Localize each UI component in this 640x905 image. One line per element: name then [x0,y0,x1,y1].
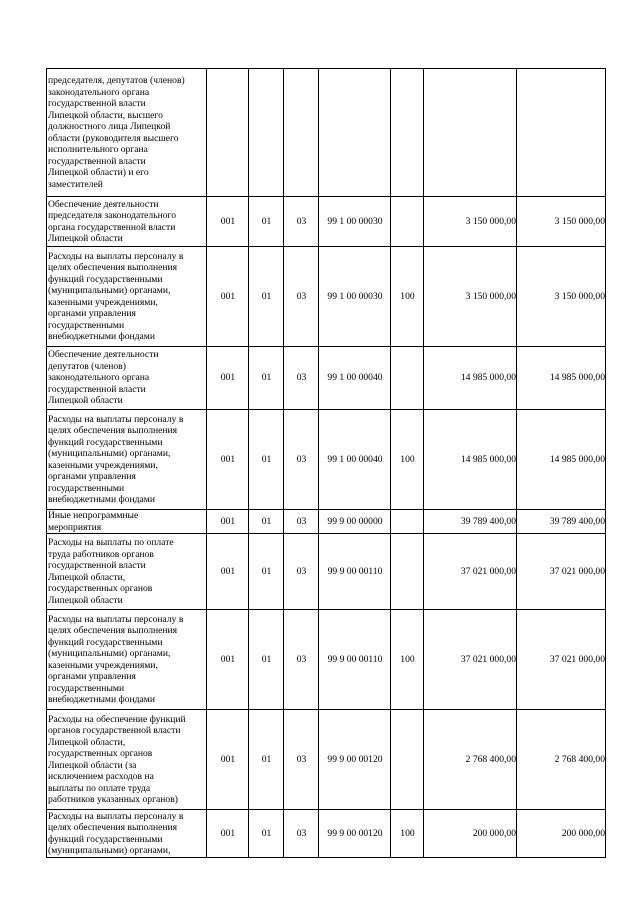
expense-type: 100 [391,610,424,710]
section-code: 01 [249,510,284,534]
subsection-code: 03 [284,810,319,858]
row-name: Расходы на выплаты по оплате труда работников органов государственной власти Липецкой области, государственных органов Липецкой области [47,534,207,610]
section-code: 01 [249,247,284,347]
table-row [47,247,606,347]
subsection-code [284,69,319,197]
expense-type [391,197,424,247]
ministry-code [207,69,249,197]
subsection-code: 03 [284,610,319,710]
expense-type: 100 [391,410,424,510]
expense-type: 100 [391,810,424,858]
section-code: 01 [249,810,284,858]
row-name: Расходы на выплаты персоналу в целях обеспечения выполнения функций государственными (муниципальными) органами, казенными учреждениями, органами управления государственными внебюджетными фондами [47,247,207,347]
row-name: Расходы на выплаты персоналу в целях обеспечения выполнения функций государственными (муниципальными) органами, [47,810,207,858]
table-body [47,69,606,858]
expense-type [391,710,424,810]
target-article [319,69,391,197]
amount-first-year [424,69,517,197]
ministry-code: 001 [207,710,249,810]
expense-type [391,69,424,197]
amount-first-year: 39 789 400,00 [424,510,517,534]
target-article: 99 9 00 00110 [319,534,391,610]
amount-second-year: 200 000,00 [517,810,606,858]
expense-type [391,534,424,610]
table-row [47,534,606,610]
subsection-code: 03 [284,534,319,610]
row-name: Расходы на обеспечение функций органов государственной власти Липецкой области, государственных органов Липецкой области (за исключением расходов на выплаты по оплате труда работников указанных органов) [47,710,207,810]
amount-first-year: 200 000,00 [424,810,517,858]
ministry-code: 001 [207,247,249,347]
target-article: 99 9 00 00000 [319,510,391,534]
target-article: 99 9 00 00120 [319,710,391,810]
section-code [249,69,284,197]
subsection-code: 03 [284,710,319,810]
subsection-code: 03 [284,410,319,510]
ministry-code: 001 [207,534,249,610]
target-article: 99 9 00 00110 [319,610,391,710]
row-name: Обеспечение деятельности председателя законодательного органа государственной власти Липецкой области [47,197,207,247]
section-code: 01 [249,710,284,810]
target-article: 99 1 00 00040 [319,347,391,410]
table-row [47,347,606,410]
amount-second-year: 37 021 000,00 [517,610,606,710]
ministry-code: 001 [207,510,249,534]
ministry-code: 001 [207,197,249,247]
table-row [47,610,606,710]
amount-second-year: 37 021 000,00 [517,534,606,610]
amount-first-year: 14 985 000,00 [424,410,517,510]
expense-type [391,510,424,534]
expense-type [391,347,424,410]
amount-first-year: 2 768 400,00 [424,710,517,810]
amount-second-year: 3 150 000,00 [517,247,606,347]
target-article: 99 1 00 00040 [319,410,391,510]
section-code: 01 [249,534,284,610]
ministry-code: 001 [207,610,249,710]
target-article: 99 1 00 00030 [319,197,391,247]
table-row [47,410,606,510]
target-article: 99 9 00 00120 [319,810,391,858]
subsection-code: 03 [284,247,319,347]
section-code: 01 [249,610,284,710]
amount-first-year: 14 985 000,00 [424,347,517,410]
row-name: Обеспечение деятельности депутатов (членов) законодательного органа государственной власти Липецкой области [47,347,207,410]
budget-table [46,68,606,858]
subsection-code: 03 [284,510,319,534]
table-row [47,810,606,858]
ministry-code: 001 [207,810,249,858]
subsection-code: 03 [284,197,319,247]
table-row [47,197,606,247]
ministry-code: 001 [207,347,249,410]
amount-first-year: 37 021 000,00 [424,610,517,710]
expense-type: 100 [391,247,424,347]
section-code: 01 [249,347,284,410]
amount-first-year: 3 150 000,00 [424,247,517,347]
row-name: Иные непрограммные мероприятия [47,510,207,534]
amount-second-year: 2 768 400,00 [517,710,606,810]
section-code: 01 [249,197,284,247]
target-article: 99 1 00 00030 [319,247,391,347]
amount-second-year: 3 150 000,00 [517,197,606,247]
amount-first-year: 37 021 000,00 [424,534,517,610]
amount-second-year: 39 789 400,00 [517,510,606,534]
amount-second-year: 14 985 000,00 [517,410,606,510]
amount-first-year: 3 150 000,00 [424,197,517,247]
row-name: Расходы на выплаты персоналу в целях обеспечения выполнения функций государственными (муниципальными) органами, казенными учреждениями, органами управления государственными внебюджетными фондами [47,410,207,510]
table-row [47,69,606,197]
row-name: Расходы на выплаты персоналу в целях обеспечения выполнения функций государственными (муниципальными) органами, казенными учреждениями, органами управления государственными внебюджетными фондами [47,610,207,710]
amount-second-year: 14 985 000,00 [517,347,606,410]
subsection-code: 03 [284,347,319,410]
table-row [47,710,606,810]
ministry-code: 001 [207,410,249,510]
table-row [47,510,606,534]
row-name: председателя, депутатов (членов) законодательного органа государственной власти Липецкой области, высшего должностного лица Липецкой области (руководителя высшего исполнительного органа государственной власти Липецкой области) и его заместителей [47,69,207,197]
amount-second-year [517,69,606,197]
section-code: 01 [249,410,284,510]
